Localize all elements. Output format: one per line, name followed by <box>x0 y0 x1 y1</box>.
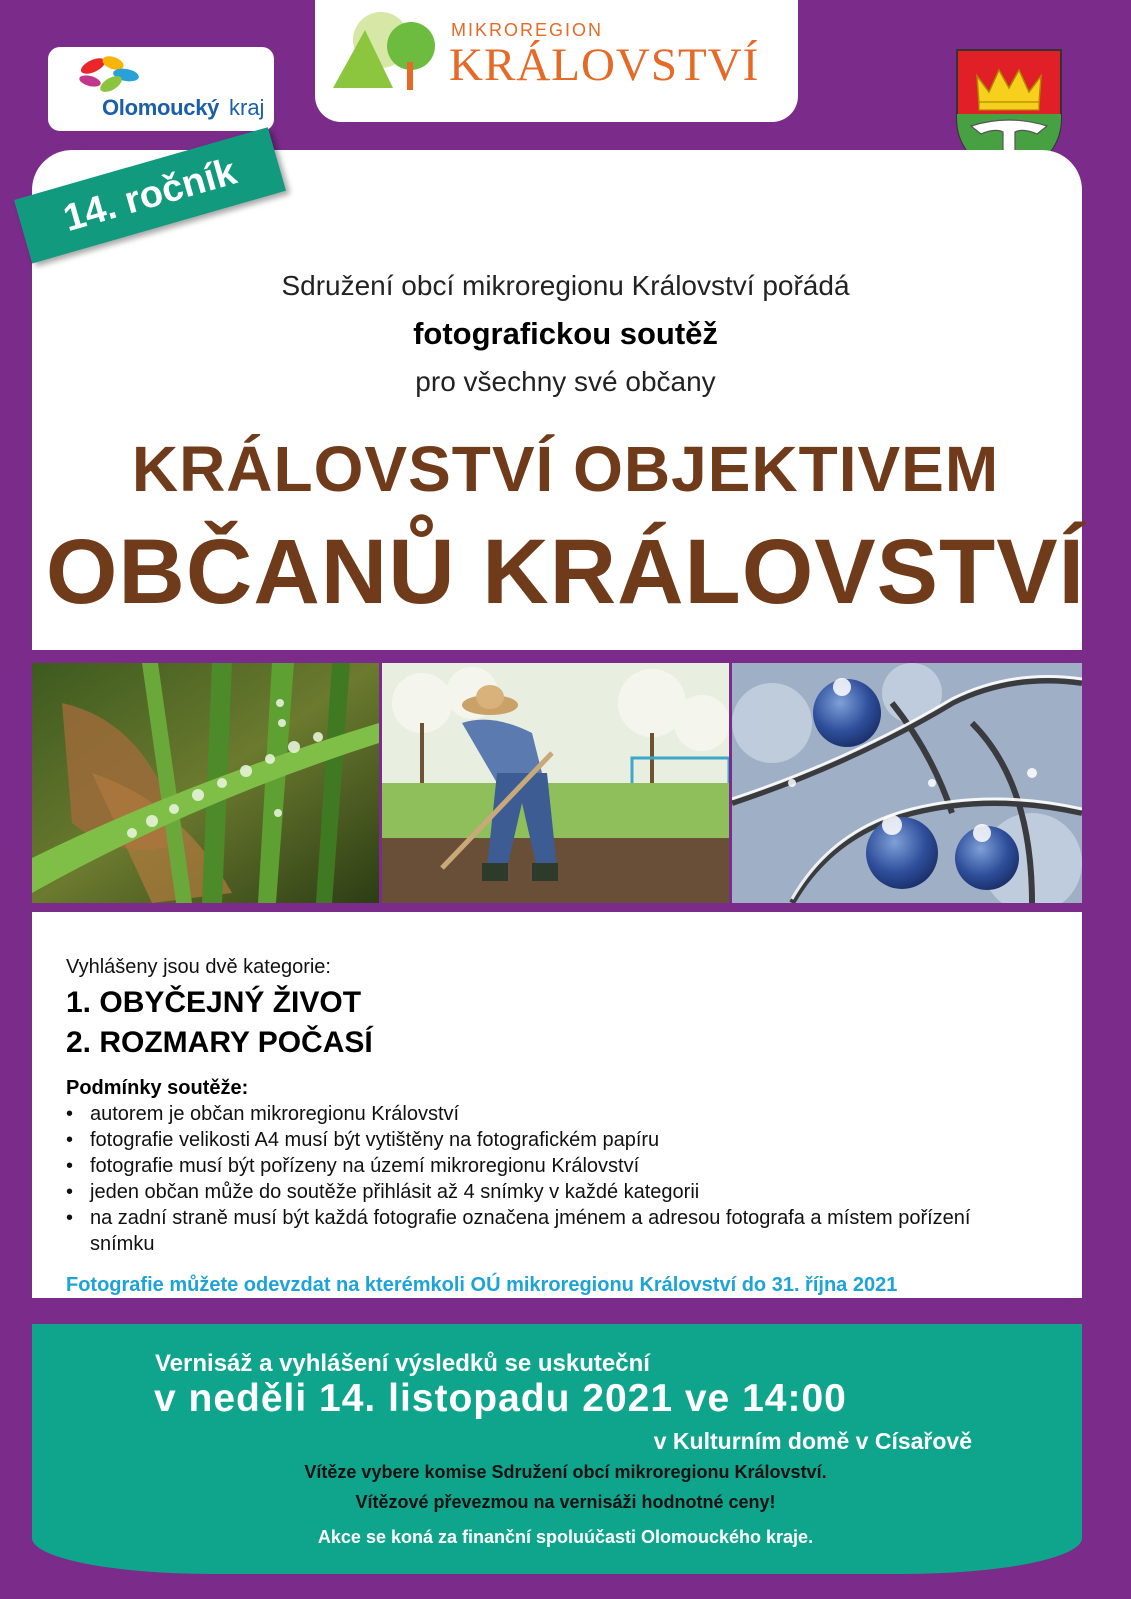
edition-ribbon: 14. ročník <box>14 127 286 263</box>
condition-item: • autorem je občan mikroregionu Království <box>66 1101 1026 1127</box>
photo-strip <box>32 663 1082 903</box>
conditions-title: Podmínky soutěže: <box>66 1077 249 1099</box>
category-item: 2. ROZMARY POČASÍ <box>66 1026 373 1059</box>
conditions-list <box>66 1101 1026 1257</box>
condition-item: • fotografie musí být pořízeny na území mikroregionu Království <box>66 1153 1026 1179</box>
mikroregion-logo <box>315 0 798 122</box>
organizer-line: Sdružení obcí mikroregionu Království pořádá <box>281 270 850 301</box>
categories-intro: Vyhlášeny jsou dvě kategorie: <box>66 956 331 978</box>
dew-grass-photo <box>32 663 379 903</box>
region-logo-name: Olomoucký <box>102 95 220 120</box>
vernissage-intro: Vernisáž a vyhlášení výsledků se uskuteční <box>155 1350 650 1377</box>
gardener-photo <box>382 663 729 903</box>
condition-item: • fotografie velikosti A4 musí být vytištěny na fotografickém papíru <box>66 1127 1026 1153</box>
vernissage-venue: v Kulturním domě v Císařově <box>653 1428 972 1454</box>
funding-note: Akce se koná za finanční spoluúčasti Olomouckého kraje. <box>317 1527 814 1547</box>
contest-title-line2: OBČANŮ KRÁLOVSTVÍ <box>45 521 1086 623</box>
prizes-note: Vítězové převezmou na vernisáži hodnotné ceny! <box>355 1492 776 1512</box>
contest-title-line1: KRÁLOVSTVÍ OBJEKTIVEM <box>131 433 1000 505</box>
category-item: 1. OBYČEJNÝ ŽIVOT <box>66 986 362 1019</box>
vernissage-date: v neděli 14. listopadu 2021 ve 14:00 <box>154 1377 847 1420</box>
condition-item: • na zadní straně musí být každá fotografie označena jménem a adresou fotografa a místem pořízení snímku <box>66 1205 1026 1257</box>
frost-berries-photo <box>732 663 1082 903</box>
flower-icon <box>56 53 166 97</box>
region-logo-suffix: kraj <box>229 95 265 120</box>
trees-icon <box>329 10 439 92</box>
condition-item: • jeden občan může do soutěže přihlásit až 4 snímky v každé kategorii <box>66 1179 1026 1205</box>
olomoucky-kraj-logo <box>48 47 274 131</box>
contest-type-line: fotografickou soutěž <box>413 316 718 351</box>
mikroregion-label: MIKROREGION <box>451 20 604 40</box>
submission-deadline: Fotografie můžete odevzdat na kterémkoli OÚ mikroregionu Království do 31. října 2021 <box>66 1274 898 1296</box>
jury-note: Vítěze vybere komise Sdružení obcí mikroregionu Království. <box>304 1462 827 1482</box>
audience-line: pro všechny své občany <box>415 366 716 397</box>
kralovstvi-label: KRÁLOVSTVÍ <box>449 39 760 91</box>
